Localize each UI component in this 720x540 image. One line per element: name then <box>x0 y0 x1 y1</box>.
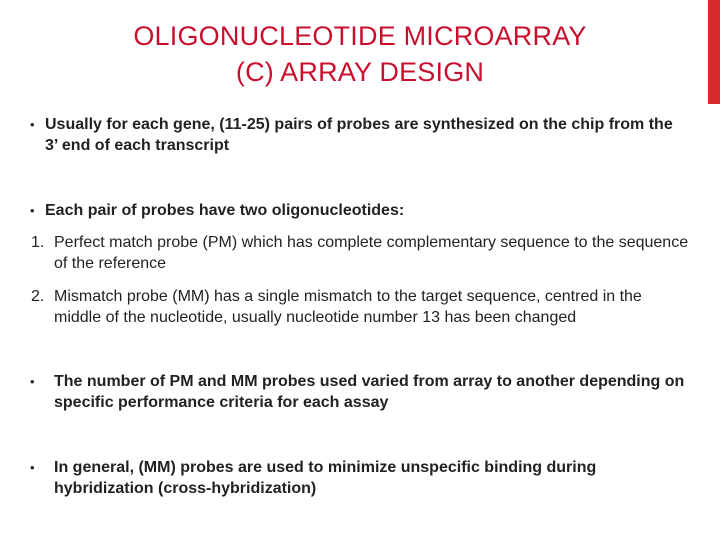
numbered-text: Perfect match probe (PM) which has complete complementary sequence to the sequence of the reference <box>54 234 689 272</box>
bullet-text: The number of PM and MM probes used varied from array to another depending on specific performance criteria for each assay <box>54 373 685 411</box>
bullet-marker: • <box>30 374 35 389</box>
bullet-marker: • <box>30 460 35 475</box>
number-marker: 1. <box>31 234 45 251</box>
bullet-text: In general, (MM) probes are used to minimize unspecific binding during hybridization (cross-hybridization) <box>54 459 597 497</box>
bullet-marker: • <box>30 117 35 132</box>
bullet-text: Each pair of probes have two oligonucleotides: <box>45 202 405 219</box>
bullet-text: Usually for each gene, (11-25) pairs of probes are synthesized on the chip from the 3’ end of each transcript <box>45 116 673 154</box>
numbered-text: Mismatch probe (MM) has a single mismatch to the target sequence, centred in the middle of the nucleotide, usually nucleotide number 13 has been changed <box>54 288 642 326</box>
slide-title-line-1: OLIGONUCLEOTIDE MICROARRAY <box>133 21 587 51</box>
slide-title <box>60 18 660 90</box>
accent-bar <box>708 0 720 104</box>
number-marker: 2. <box>31 288 45 305</box>
bullet-marker: • <box>30 203 35 218</box>
slide-title-line-2: (C) ARRAY DESIGN <box>235 57 485 87</box>
